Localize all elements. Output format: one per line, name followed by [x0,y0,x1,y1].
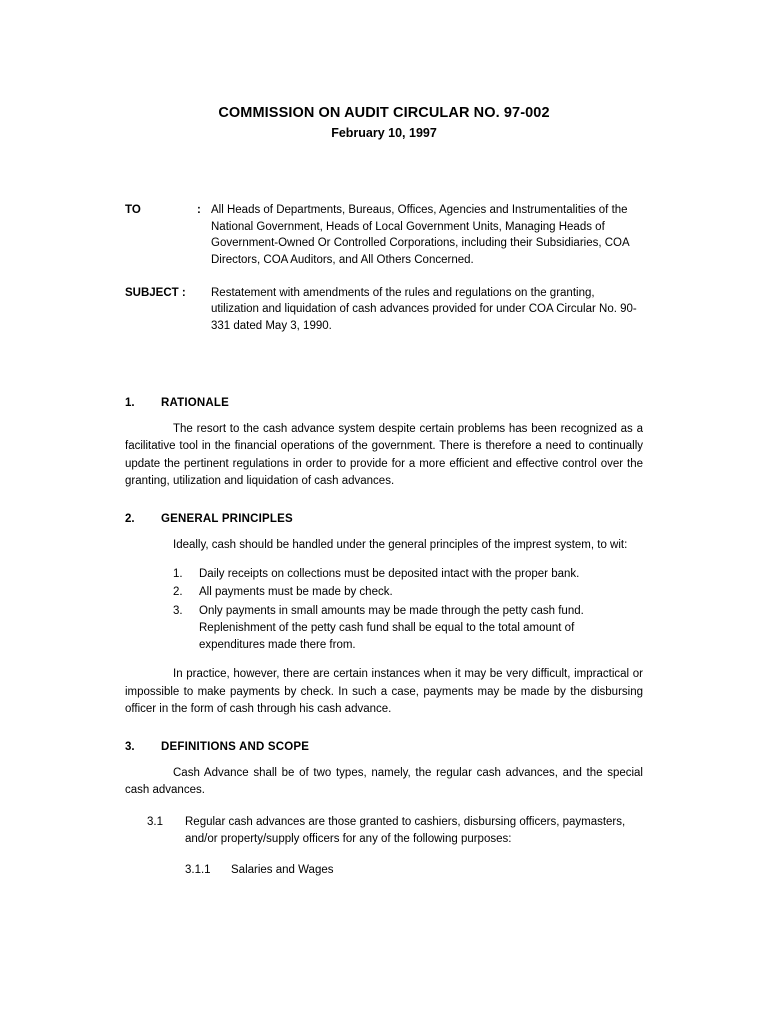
paragraph: In practice, however, there are certain instances when it may be very difficult, impractical or impossible to make payments by check. In such a case, payments may be made by the disbursing officer in the form of cash through his cash advance. [125,668,643,716]
section-number: 3. [125,740,135,753]
document-body [125,397,643,880]
list-item-text: Daily receipts on collections must be deposited intact with the proper bank. [199,568,580,581]
section-heading [125,513,643,525]
subsection-3-1-1 [125,862,643,879]
list-item [125,566,643,583]
addressee-colon: : [197,204,201,217]
section-heading [125,397,643,409]
list-item-text: All payments must be made by check. [199,586,393,599]
paragraph: The resort to the cash advance system despite certain problems has been recognized as a facilitative tool in the financial operations of the government. There is therefore a need to continually update the pertinent regulations in order to provide for a more efficient and effective control over the granting, utilization and liquidation of cash advances. [125,422,643,488]
section-rationale [125,397,643,491]
paragraph: Ideally, cash should be handled under the general principles of the imprest system, to wit: [173,538,628,551]
list-item [125,603,643,655]
subsection-text: Regular cash advances are those granted to cashiers, disbursing officers, paymasters, and/or property/supply officers for any of the following purposes: [185,815,626,846]
list-item-text: Only payments in small amounts may be made through the petty cash fund. Replenishment of the petty cash fund shall be equal to the total amount of expenditures made there from. [199,604,584,652]
section-title: RATIONALE [161,396,230,409]
addressee-text: All Heads of Departments, Bureaus, Offices, Agencies and Instrumentalities of the National Government, Heads of Local Government Units, Managing Heads of Government-Owned Or Controlled Corporations, including their Subsidiaries, COA Directors, COA Auditors, and All Others Concerned. [211,204,630,267]
section-number: 1. [125,396,135,409]
addressee-label: TO [125,204,141,217]
section-heading [125,741,643,753]
list-item-number: 1. [173,568,183,581]
list-item [125,584,643,601]
subject-row [125,285,643,335]
list-item-number: 2. [173,586,183,599]
principles-list [125,566,643,654]
page-title: COMMISSION ON AUDIT CIRCULAR NO. 97-002 [218,105,550,121]
paragraph: Cash Advance shall be of two types, namely, the regular cash advances, and the special cash advances. [125,766,643,797]
list-item-number: 3. [173,604,183,617]
subsection-3-1 [125,814,643,849]
document-content [125,104,643,880]
addressee-row [125,202,643,269]
subsection-number: 3.1.1 [185,864,211,877]
section-title: GENERAL PRINCIPLES [161,512,293,525]
subject-label: SUBJECT : [125,286,186,299]
document-date: February 10, 1997 [331,126,437,141]
section-title: DEFINITIONS AND SCOPE [161,740,310,753]
section-definitions-and-scope [125,741,643,880]
subsection-number: 3.1 [147,815,163,828]
subsection-text: Salaries and Wages [231,864,334,877]
subject-text: Restatement with amendments of the rules and regulations on the granting, utilization and liquidation of cash advances provided for under COA Circular No. 90-331 dated May 3, 1990. [211,286,637,333]
section-number: 2. [125,512,135,525]
section-general-principles [125,513,643,719]
document-header-block [125,202,643,335]
